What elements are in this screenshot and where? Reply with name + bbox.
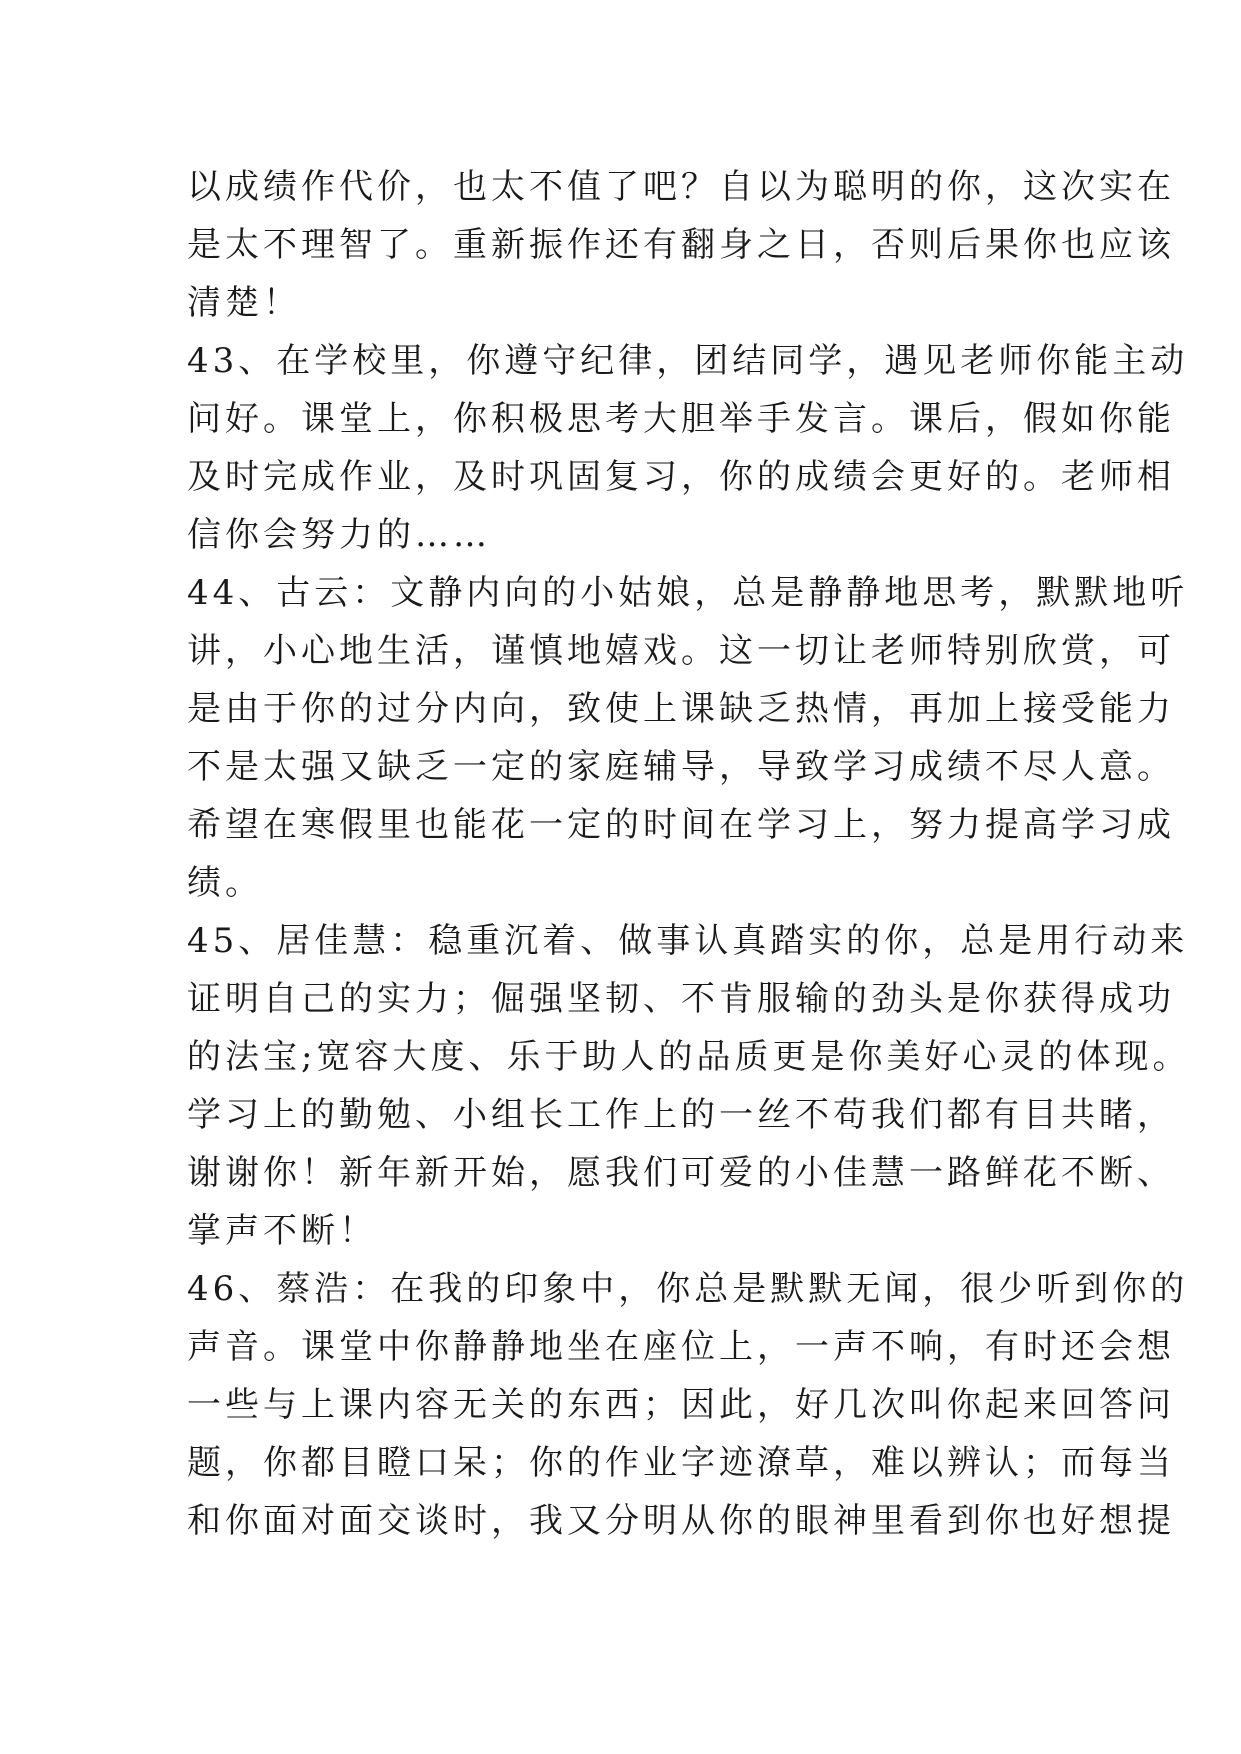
text-line: 声音。课堂中你静静地坐在座位上，一声不响，有时还会想 xyxy=(187,1327,1175,1367)
text-line: 掌声不断！ xyxy=(187,1211,377,1251)
text-line: 谢谢你！新年新开始，愿我们可爱的小佳慧一路鲜花不断、 xyxy=(187,1153,1175,1193)
text-line: 是由于你的过分内向，致使上课缺乏热情，再加上接受能力 xyxy=(187,689,1175,729)
text-line: 学习上的勤勉、小组长工作上的一丝不苟我们都有目共睹， xyxy=(187,1095,1175,1135)
text-line: 44、古云：文静内向的小姑娘，总是静静地思考，默默地听 xyxy=(187,573,1189,613)
text-line: 45、居佳慧：稳重沉着、做事认真踏实的你，总是用行动来 xyxy=(187,921,1189,961)
text-line: 一些与上课内容无关的东西；因此，好几次叫你起来回答问 xyxy=(187,1385,1175,1425)
text-line: 清楚！ xyxy=(187,283,301,323)
text-line: 43、在学校里，你遵守纪律，团结同学，遇见老师你能主动 xyxy=(187,341,1189,381)
text-line: 证明自己的实力；倔强坚韧、不肯服输的劲头是你获得成功 xyxy=(187,979,1175,1019)
text-line: 题，你都目瞪口呆；你的作业字迹潦草，难以辨认；而每当 xyxy=(187,1443,1175,1483)
text-line: 及时完成作业，及时巩固复习，你的成绩会更好的。老师相 xyxy=(187,457,1175,497)
text-line: 信你会努力的…… xyxy=(187,515,491,555)
body-text xyxy=(187,158,1191,1550)
text-line: 以成绩作代价，也太不值了吧？自以为聪明的你，这次实在 xyxy=(187,167,1175,207)
text-line: 不是太强又缺乏一定的家庭辅导，导致学习成绩不尽人意。 xyxy=(187,747,1175,787)
text-line: 46、蔡浩：在我的印象中，你总是默默无闻，很少听到你的 xyxy=(187,1269,1189,1309)
text-line: 和你面对面交谈时，我又分明从你的眼神里看到你也好想提 xyxy=(187,1501,1175,1541)
text-line: 讲，小心地生活，谨慎地嬉戏。这一切让老师特别欣赏，可 xyxy=(187,631,1175,671)
text-line: 希望在寒假里也能花一定的时间在学习上，努力提高学习成 xyxy=(187,805,1175,845)
text-line: 的法宝;宽容大度、乐于助人的品质更是你美好心灵的体现。 xyxy=(187,1037,1191,1077)
text-line: 问好。课堂上，你积极思考大胆举手发言。课后，假如你能 xyxy=(187,399,1175,439)
text-line: 是太不理智了。重新振作还有翻身之日，否则后果你也应该 xyxy=(187,225,1175,265)
text-line: 绩。 xyxy=(187,863,263,903)
